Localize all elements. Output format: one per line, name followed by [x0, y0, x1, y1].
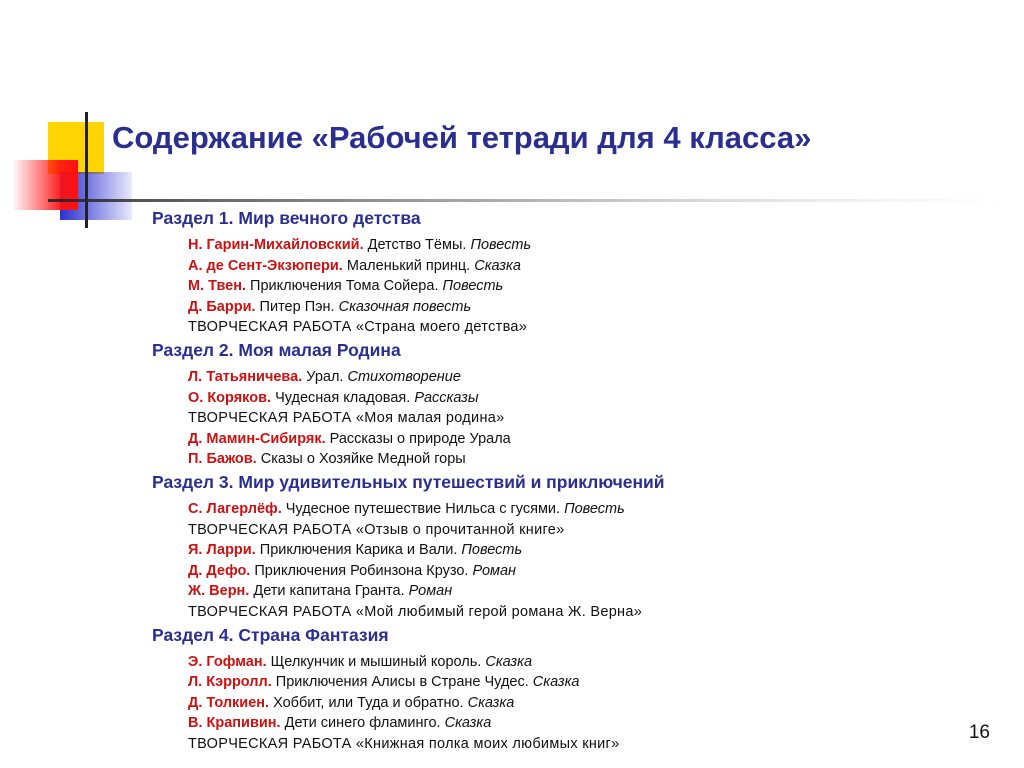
author: П. Бажов.	[188, 451, 257, 468]
horizontal-rule	[48, 199, 1008, 202]
section-heading: Раздел 4. Страна Фантазия	[152, 624, 389, 645]
work-title: Приключения Робинзона Крузо.	[250, 562, 473, 579]
contents-list	[0, 206, 1024, 754]
list-item	[188, 581, 1024, 602]
section-items	[0, 231, 1024, 338]
work-title: Питер Пэн.	[255, 298, 339, 315]
work-title: Приключения Карика и Вали.	[255, 542, 462, 559]
section-2	[0, 338, 1024, 470]
creative-work-item: ТВОРЧЕСКАЯ РАБОТА «Страна моего детства»	[188, 319, 528, 336]
page-number: 16	[968, 722, 990, 743]
work-title: Щелкунчик и мышиный король.	[266, 653, 486, 670]
list-item	[188, 561, 1024, 582]
genre: Повесть	[461, 542, 523, 559]
author: Э. Гофман.	[188, 653, 267, 670]
author: Л. Кэрролл.	[188, 674, 272, 691]
section-heading: Раздел 2. Моя малая Родина	[152, 339, 401, 360]
section-items	[0, 363, 1024, 470]
author: В. Крапивин.	[188, 715, 281, 732]
list-item	[188, 652, 1024, 673]
list-item	[188, 672, 1024, 693]
creative-work-item: ТВОРЧЕСКАЯ РАБОТА «Моя малая родина»	[188, 410, 505, 427]
section-3	[0, 470, 1024, 623]
section-items	[0, 648, 1024, 755]
section-heading: Раздел 3. Мир удивительных путешествий и приключений	[152, 471, 665, 492]
section-4	[0, 623, 1024, 755]
list-item	[188, 388, 1024, 409]
list-item	[188, 449, 1024, 470]
list-item	[188, 297, 1024, 318]
section-1	[0, 206, 1024, 338]
list-item	[188, 540, 1024, 561]
genre: Сказка	[485, 653, 533, 670]
slide-title: Содержание «Рабочей тетради для 4 класса»	[112, 120, 812, 155]
genre: Сказка	[444, 715, 492, 732]
author: Н. Гарин-Михайловский.	[188, 237, 364, 253]
author: Д. Толкиен.	[188, 694, 270, 711]
genre: Сказка	[467, 694, 515, 711]
list-item	[188, 429, 1024, 450]
work-title: Детство Тёмы.	[363, 237, 471, 253]
work-title: Чудесная кладовая.	[271, 389, 415, 406]
work-title: Приключения Алисы в Стране Чудес.	[271, 674, 533, 691]
list-item	[188, 367, 1024, 388]
work-title: Урал.	[302, 368, 348, 385]
author: Л. Татьяничева.	[188, 368, 303, 385]
list-item	[188, 693, 1024, 714]
creative-work-item: ТВОРЧЕСКАЯ РАБОТА «Мой любимый герой романа Ж. Верна»	[188, 603, 643, 620]
genre: Стихотворение	[347, 368, 461, 385]
work-title: Хоббит, или Туда и обратно.	[269, 694, 468, 711]
work-title: Сказы о Хозяйке Медной горы	[256, 451, 466, 468]
author: Д. Барри.	[188, 298, 256, 315]
work-title: Дети капитана Гранта.	[249, 583, 409, 600]
author: Д. Дефо.	[188, 562, 251, 579]
work-title: Чудесное путешествие Нильса с гусями.	[281, 500, 565, 517]
author: Я. Ларри.	[188, 542, 256, 559]
author: Д. Мамин-Сибиряк.	[188, 430, 326, 447]
genre: Повесть	[564, 500, 625, 517]
list-item	[188, 235, 1024, 256]
genre: Рассказы	[414, 389, 479, 406]
author: А. де Сент-Экзюпери.	[188, 257, 343, 274]
genre: Повесть	[442, 278, 504, 295]
work-title: Приключения Тома Сойера.	[246, 278, 443, 295]
list-item	[188, 256, 1024, 277]
section-items	[0, 495, 1024, 623]
list-item	[188, 276, 1024, 297]
yellow-square	[48, 122, 104, 174]
genre: Роман	[408, 583, 453, 600]
work-title: Рассказы о природе Урала	[325, 430, 511, 447]
section-heading: Раздел 1. Мир вечного детства	[152, 208, 421, 228]
author: Ж. Верн.	[188, 583, 250, 600]
list-item	[188, 499, 1024, 520]
work-title: Дети синего фламинго.	[280, 715, 445, 732]
genre: Роман	[472, 562, 517, 579]
author: О. Коряков.	[188, 389, 272, 406]
genre: Повесть	[470, 237, 532, 253]
genre: Сказка	[474, 257, 521, 274]
genre: Сказка	[532, 674, 580, 691]
author: С. Лагерлёф.	[188, 500, 282, 517]
red-square	[14, 160, 78, 210]
author: М. Твен.	[188, 278, 247, 295]
creative-work-item: ТВОРЧЕСКАЯ РАБОТА «Отзыв о прочитанной книге»	[188, 521, 565, 538]
creative-work-item: ТВОРЧЕСКАЯ РАБОТА «Книжная полка моих любимых книг»	[188, 735, 620, 752]
genre: Сказочная повесть	[338, 298, 472, 315]
list-item	[188, 713, 1024, 734]
work-title: Маленький принц.	[342, 257, 475, 274]
